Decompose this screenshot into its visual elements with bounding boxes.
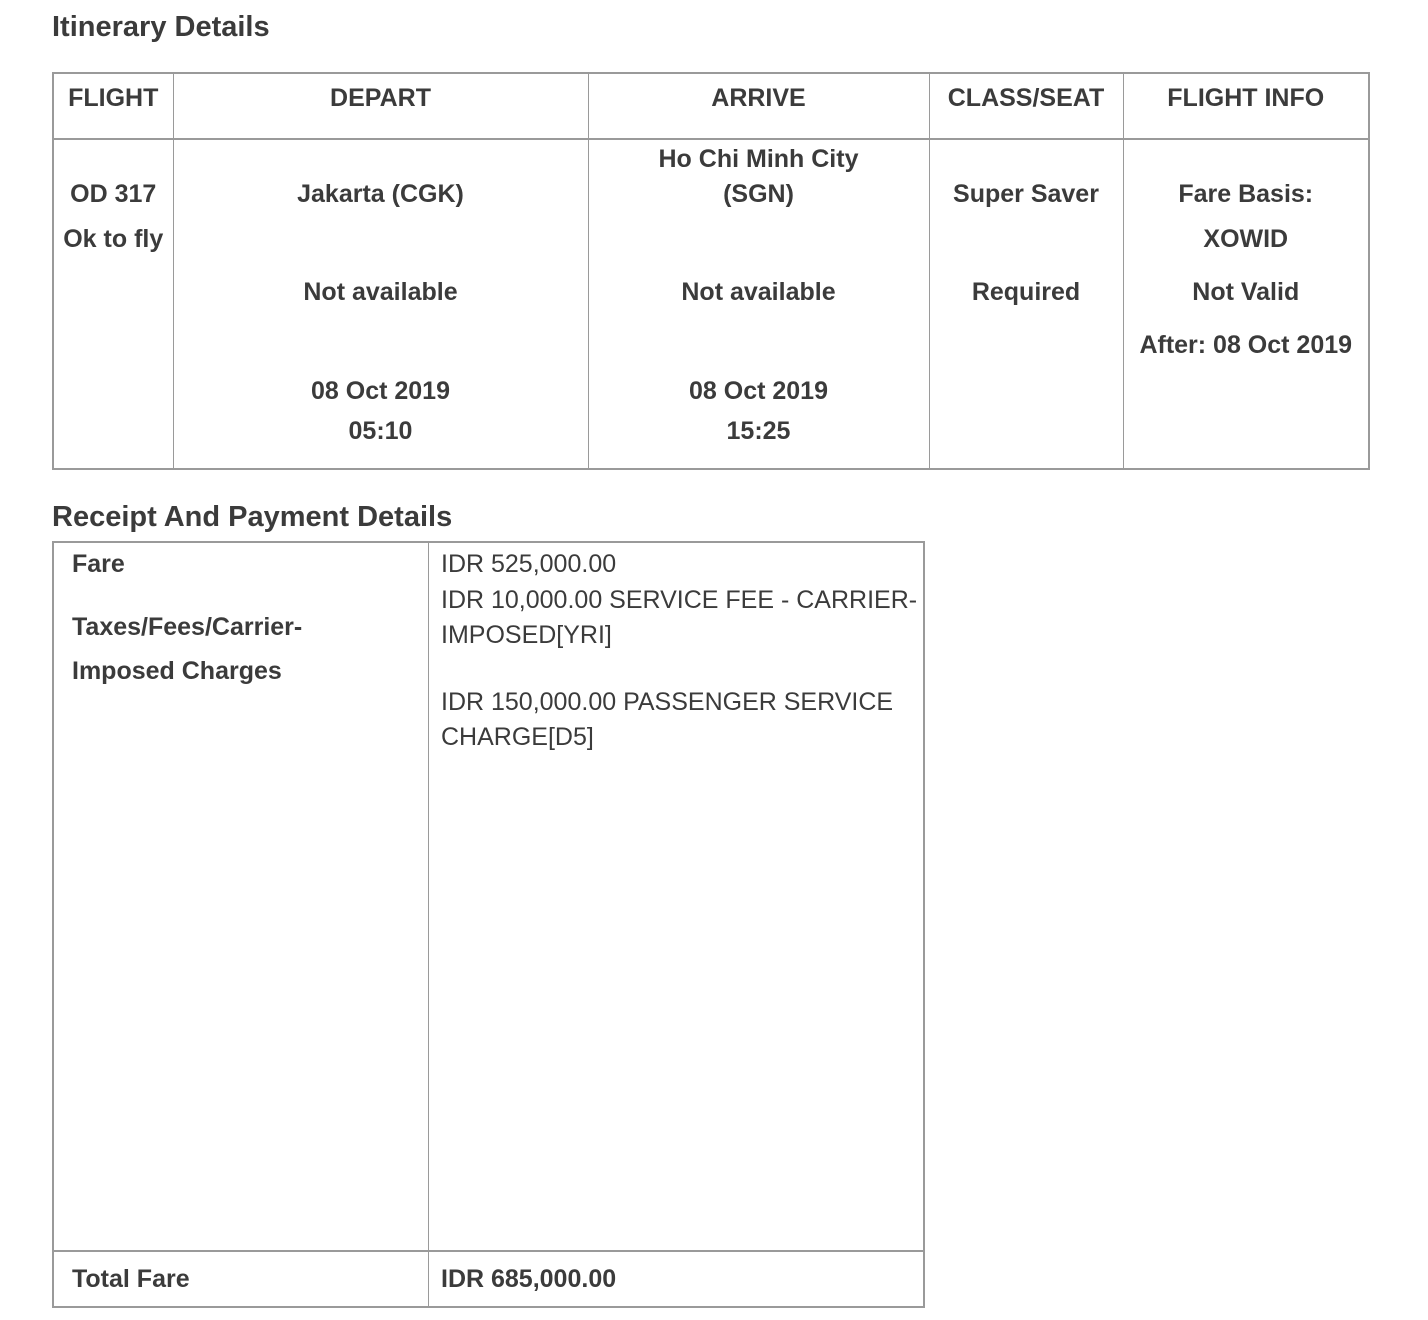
fare-label: Fare bbox=[54, 543, 429, 583]
column-header-flight-info: FLIGHT INFO bbox=[1123, 73, 1369, 139]
validity-line1: Not Valid bbox=[1192, 277, 1300, 306]
flight-number: OD 317 bbox=[70, 180, 157, 208]
column-header-flight: FLIGHT bbox=[53, 73, 173, 139]
receipt-payment-heading: Receipt And Payment Details bbox=[52, 501, 453, 533]
total-fare-label: Total Fare bbox=[54, 1252, 429, 1306]
column-header-class-seat: CLASS/SEAT bbox=[929, 73, 1123, 139]
arrive-date: 08 Oct 2019 bbox=[689, 377, 828, 405]
column-header-arrive: ARRIVE bbox=[588, 73, 929, 139]
depart-date: 08 Oct 2019 bbox=[311, 377, 450, 405]
spacer bbox=[589, 212, 929, 265]
total-fare-value: IDR 685,000.00 bbox=[441, 1265, 617, 1293]
itinerary-table bbox=[52, 72, 1370, 470]
seat-status: Required bbox=[971, 277, 1081, 306]
fare-row bbox=[54, 543, 923, 583]
flight-info-cell bbox=[1123, 139, 1369, 469]
validity-line2: After: 08 Oct 2019 bbox=[1139, 330, 1353, 359]
spacer bbox=[174, 318, 588, 371]
tax-item: IDR 150,000.00 PASSENGER SERVICE CHARGE[D5] bbox=[441, 688, 894, 751]
fare-class: Super Saver bbox=[953, 180, 1099, 208]
class-seat-cell bbox=[929, 139, 1123, 469]
taxes-label: Taxes/Fees/Carrier-Imposed Charges bbox=[72, 613, 303, 685]
fare-basis-label: Fare Basis: bbox=[1178, 180, 1314, 208]
spacer bbox=[930, 212, 1123, 265]
taxes-row bbox=[54, 583, 923, 1250]
fare-basis-code: XOWID bbox=[1203, 224, 1289, 253]
spacer bbox=[589, 318, 929, 371]
itinerary-header-row bbox=[53, 73, 1369, 139]
receipt-table bbox=[52, 541, 925, 1308]
tax-item: IDR 10,000.00 SERVICE FEE - CARRIER-IMPOSED[YRI] bbox=[441, 586, 918, 649]
arrive-terminal: Not available bbox=[681, 277, 836, 306]
column-header-depart: DEPART bbox=[173, 73, 588, 139]
depart-city: Jakarta (CGK) bbox=[297, 180, 464, 208]
total-fare-row bbox=[54, 1250, 923, 1306]
itinerary-details-heading: Itinerary Details bbox=[52, 11, 270, 43]
depart-terminal: Not available bbox=[303, 277, 458, 306]
depart-time: 05:10 bbox=[348, 417, 413, 445]
depart-cell bbox=[173, 139, 588, 469]
flight-status: Ok to fly bbox=[63, 224, 164, 253]
itinerary-row bbox=[53, 139, 1369, 469]
spacer bbox=[174, 212, 588, 265]
arrive-cell bbox=[588, 139, 929, 469]
arrive-city: Ho Chi Minh City (SGN) bbox=[658, 145, 859, 208]
fare-value: IDR 525,000.00 bbox=[441, 550, 617, 578]
arrive-time: 15:25 bbox=[726, 417, 791, 445]
flight-cell bbox=[53, 139, 173, 469]
